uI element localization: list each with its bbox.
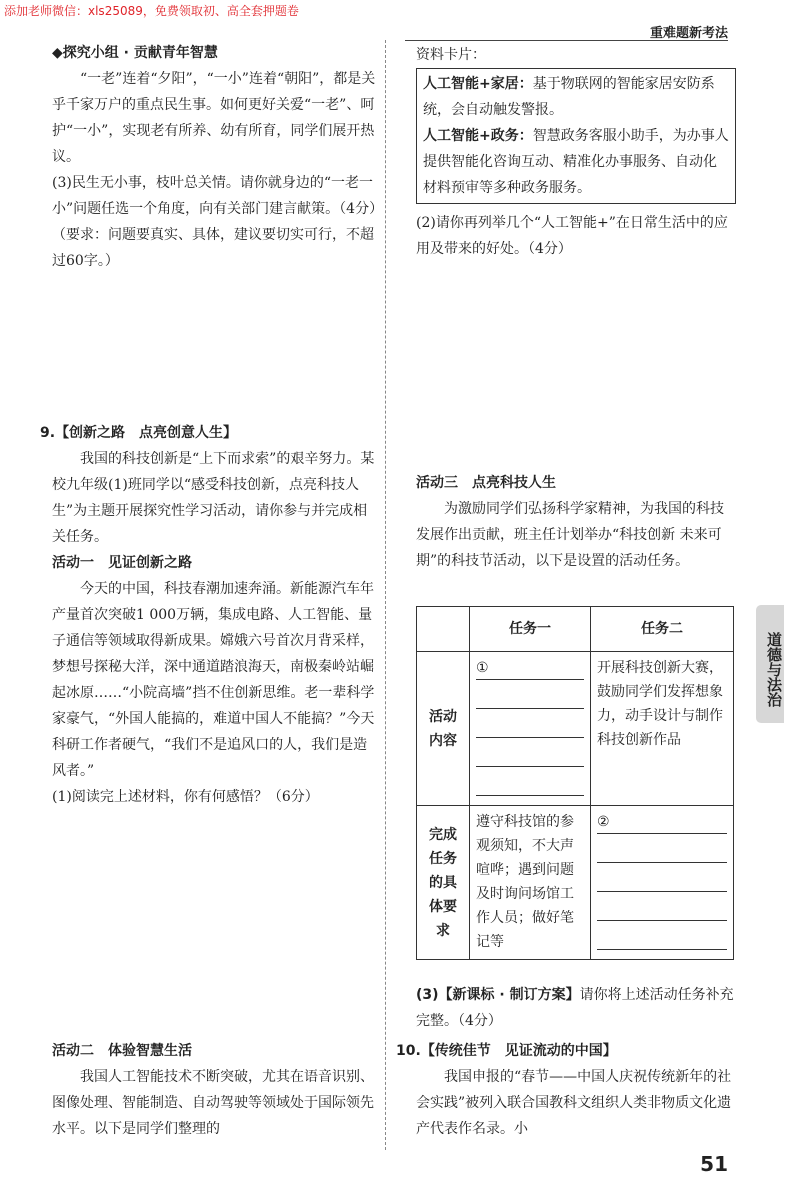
answer-cell-1: [470, 652, 591, 806]
question-9-number: 9.: [40, 425, 56, 441]
answer-blank[interactable]: [476, 714, 584, 738]
question-3: (3)民生无小事，枝叶总关情。请你就身边的“一老一小”问题任选一个角度，向有关部门建言献策。（4分）: [52, 175, 384, 217]
table-col-header: 任务一: [470, 607, 591, 652]
answer-blank[interactable]: [597, 897, 727, 921]
question-9-title: 【创新之路 点亮创意人生】: [55, 425, 238, 441]
watermark-text: 添加老师微信：xls25089，免费领取初、高全套押题卷: [4, 4, 299, 18]
answer-blank[interactable]: [476, 743, 584, 767]
activity-2-block: [52, 1038, 377, 1142]
table-cell: 开展科技创新大赛，鼓励同学们发挥想象力，动手设计与制作科技创新作品: [591, 652, 734, 806]
card-item-1-head: 人工智能+家居：: [423, 76, 533, 92]
table-corner-cell: [417, 607, 470, 652]
table-col-header: 任务二: [591, 607, 734, 652]
card-item-2-head: 人工智能+政务：: [423, 128, 533, 144]
answer-blank[interactable]: [597, 926, 727, 950]
blank-1-mark: ①: [476, 660, 489, 676]
page-number: 51: [700, 1152, 728, 1176]
question-3b-tag: (3)【新课标 · 制订方案】: [416, 987, 580, 1003]
task-table: [416, 606, 734, 960]
activity-3-title: 活动三 点亮科技人生: [416, 475, 556, 491]
activity-1-paragraph: 今天的中国，科技春潮加速奔涌。新能源汽车年产量首次突破1 000万辆，集成电路、人工智能、量子通信等领域取得新成果。嫦娥六号首次月背采样，梦想号探秘大洋，深中通道踏浪海天，南极秦岭站崛起冰原……“小院高墙”挡不住创新思维。老一辈科学家豪气，“外国人能搞的，难道中国人不能搞？”今天科研工作者硬气，“我们不是追风口的人，我们是造风者。”: [52, 581, 375, 779]
activity-1-title: 活动一 见证创新之路: [52, 555, 192, 571]
card-item-2-body: 智慧政务客服小助手，为办事人提供智能化咨询互动、精准化办事服务、自动化材料预审等多种政务服务。: [423, 128, 729, 196]
answer-cell-2: [591, 806, 734, 960]
group-title: ◆探究小组 · 贡献青年智慧: [52, 45, 218, 61]
subject-side-tab: 道德与法治: [756, 605, 784, 723]
question-3b-text: 请你将上述活动任务补充完整。（4分）: [416, 987, 734, 1029]
table-row: [417, 652, 734, 806]
question-9-intro: 我国的科技创新是“上下而求索”的艰辛努力。某校九年级(1)班同学以“感受科技创新，点亮科技人生”为主题开展探究性学习活动，请你参与并完成相关任务。: [52, 451, 375, 545]
question-9-block: [40, 420, 377, 810]
activity-2-title: 活动二 体验智慧生活: [52, 1043, 192, 1059]
blank-2-mark: ②: [597, 814, 610, 830]
answer-blank[interactable]: [597, 810, 727, 834]
table-cell: 遵守科技馆的参观须知，不大声喧哗；遇到问题及时询问场馆工作人员；做好笔记等: [470, 806, 591, 960]
question-10-paragraph: 我国申报的“春节——中国人庆祝传统新年的社会实践”被列入联合国教科文组织人类非物质文化遗产代表作名录。小: [416, 1069, 732, 1137]
table-row: [417, 806, 734, 960]
question-10-block: [396, 1038, 736, 1142]
question-3-requirement: （要求：问题要真实、具体，建议要切实可行，不超过60字。）: [52, 227, 374, 269]
question-2: (2)请你再列举几个“人工智能+”在日常生活中的应用及带来的好处。（4分）: [416, 215, 728, 257]
card-item-1-body: 基于物联网的智能家居安防系统，会自动触发警报。: [423, 76, 715, 118]
answer-blank[interactable]: [476, 656, 584, 680]
group-paragraph: “一老”连着“夕阳”，“一小”连着“朝阳”，都是关乎千家万户的重点民生事。如何更好关爱“一老”、呵护“一小”，实现老有所养、幼有所育，同学们展开热议。: [52, 71, 376, 165]
card-label: 资料卡片：: [416, 47, 486, 63]
table-header-row: [417, 607, 734, 652]
header-rule: [405, 40, 728, 41]
info-card: [416, 68, 736, 204]
answer-blank[interactable]: [597, 839, 727, 863]
activity-3-block: [416, 470, 736, 574]
answer-blank[interactable]: [476, 772, 584, 796]
column-divider: [385, 40, 386, 1150]
question-10-title: 【传统佳节 见证流动的中国】: [420, 1043, 617, 1059]
question-1: (1)阅读完上述材料，你有何感悟？（6分）: [52, 789, 319, 805]
right-top-block: [416, 42, 736, 262]
activity-2-paragraph: 我国人工智能技术不断突破，尤其在语音识别、图像处理、智能制造、自动驾驶等领域处于国际领先水平。以下是同学们整理的: [52, 1069, 374, 1137]
activity-3-paragraph: 为激励同学们弘扬科学家精神，为我国的科技发展作出贡献，班主任计划举办“科技创新 未来可期”的科技节活动，以下是设置的活动任务。: [416, 501, 724, 569]
header-title: 重难题新考法: [649, 26, 728, 41]
left-top-block: [52, 40, 384, 274]
table-row-header: 完成任务的具体要求: [417, 806, 470, 960]
table-row-header: 活动内容: [417, 652, 470, 806]
answer-blank[interactable]: [476, 685, 584, 709]
question-10-number: 10.: [396, 1043, 421, 1059]
answer-blank[interactable]: [597, 868, 727, 892]
question-3b-block: [416, 982, 736, 1034]
